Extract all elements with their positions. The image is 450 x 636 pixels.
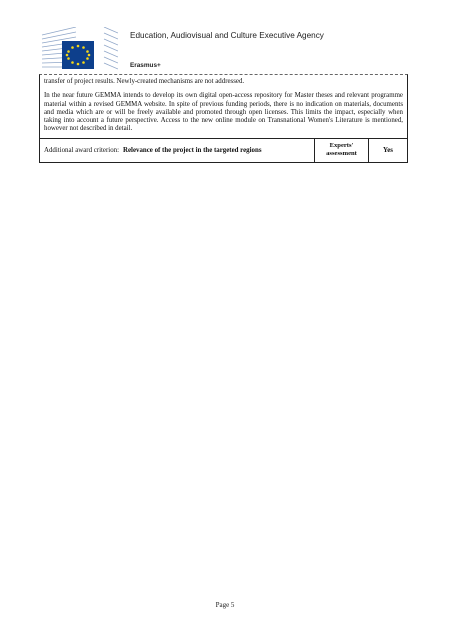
european-commission-logo [40,27,118,71]
paragraph-1: transfer of project results. Newly-created mechanisms are not addressed. [44,78,245,85]
assessment-text-cell [40,75,407,138]
page-number: Page 5 [215,601,235,609]
evaluation-table [39,74,408,163]
criterion-name: Relevance of the project in the targeted regions [123,146,262,154]
agency-name: Education, Audiovisual and Culture Executive Agency [130,31,324,40]
criterion-prefix: Additional award criterion: [44,146,120,154]
experts-assessment-value: Yes [383,146,393,154]
experts-assessment-label: Experts' assessment [315,139,369,162]
criterion-label-cell [40,139,315,162]
programme-name: Erasmus+ [130,62,161,69]
paragraph-2: In the near future GEMMA intends to develop its own digital open-access repository for Master theses and relevant programme material within a revised GEMMA website. In spite of previous funding periods, there is no indication on materials, documents and media which are or will be freely available and promoted through open licenses. This limits the impact, especially when taking into account a future perspective. Access to the new online module on Transnational Women's Literature is mentioned, however not described in detail. [44,92,403,133]
criterion-row [40,138,407,162]
